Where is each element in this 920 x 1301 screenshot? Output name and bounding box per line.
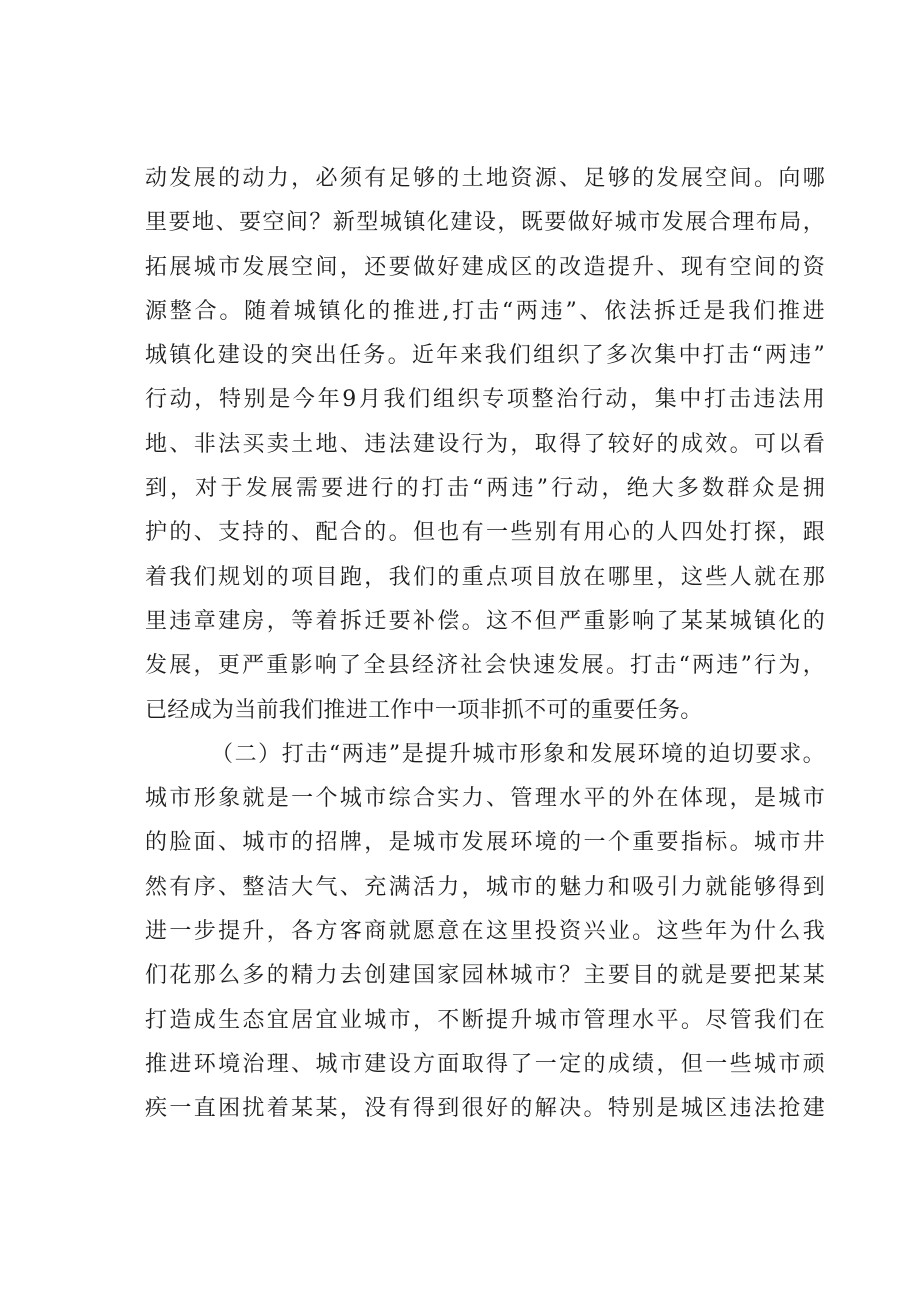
text-line: 到，对于发展需要进行的打击“两违”行动，绝大多数群众是拥	[145, 476, 825, 502]
text-line: 的脸面、城市的招牌，是城市发展环境的一个重要指标。城市井	[145, 830, 825, 856]
text-line: 里违章建房，等着拆迁要补偿。这不但严重影响了某某城镇化的	[145, 608, 825, 634]
text-line: 护的、支持的、配合的。但也有一些别有用心的人四处打探，跟	[145, 520, 825, 546]
text-line: 然有序、整洁大气、充满活力，城市的魅力和吸引力就能够得到	[145, 874, 825, 900]
section-heading-line: （二）打击“两违”是提升城市形象和发展环境的迫切要求。	[211, 741, 825, 767]
text-line: 推进环境治理、城市建设方面取得了一定的成绩，但一些城市顽	[145, 1051, 825, 1077]
text-line: 动发展的动力，必须有足够的土地资源、足够的发展空间。向哪	[145, 166, 825, 191]
text-line: 里要地、要空间？新型城镇化建设，既要做好城市发展合理布局，	[145, 210, 825, 236]
text-line: 城镇化建设的突出任务。近年来我们组织了多次集中打击“两违”	[145, 343, 825, 369]
text-line: 地、非法买卖土地、违法建设行为，取得了较好的成效。可以看	[145, 431, 825, 457]
paragraph-2	[145, 733, 825, 1132]
text-line: 已经成为当前我们推进工作中一项非抓不可的重要任务。	[145, 697, 703, 723]
text-line: 行动，特别是今年9月我们组织专项整治行动，集中打击违法用	[145, 387, 825, 413]
text-line: 疾一直困扰着某某，没有得到很好的解决。特别是城区违法抢建	[145, 1096, 825, 1122]
text-line: 进一步提升，各方客商就愿意在这里投资兴业。这些年为什么我	[145, 919, 825, 945]
text-line: 打造成生态宜居宜业城市，不断提升城市管理水平。尽管我们在	[145, 1007, 825, 1033]
text-line: 发展，更严重影响了全县经济社会快速发展。打击“两违”行为，	[145, 653, 825, 679]
text-line: 着我们规划的项目跑，我们的重点项目放在哪里，这些人就在那	[145, 564, 825, 590]
text-line: 城市形象就是一个城市综合实力、管理水平的外在体现，是城市	[145, 786, 825, 812]
text-line: 们花那么多的精力去创建国家园林城市？主要目的就是要把某某	[145, 963, 825, 989]
text-line: 源整合。随着城镇化的推进,打击“两违”、依法拆迁是我们推进	[145, 298, 825, 324]
document-body	[145, 157, 825, 1132]
paragraph-1	[145, 157, 825, 733]
text-line: 拓展城市发展空间，还要做好建成区的改造提升、现有空间的资	[145, 254, 825, 280]
